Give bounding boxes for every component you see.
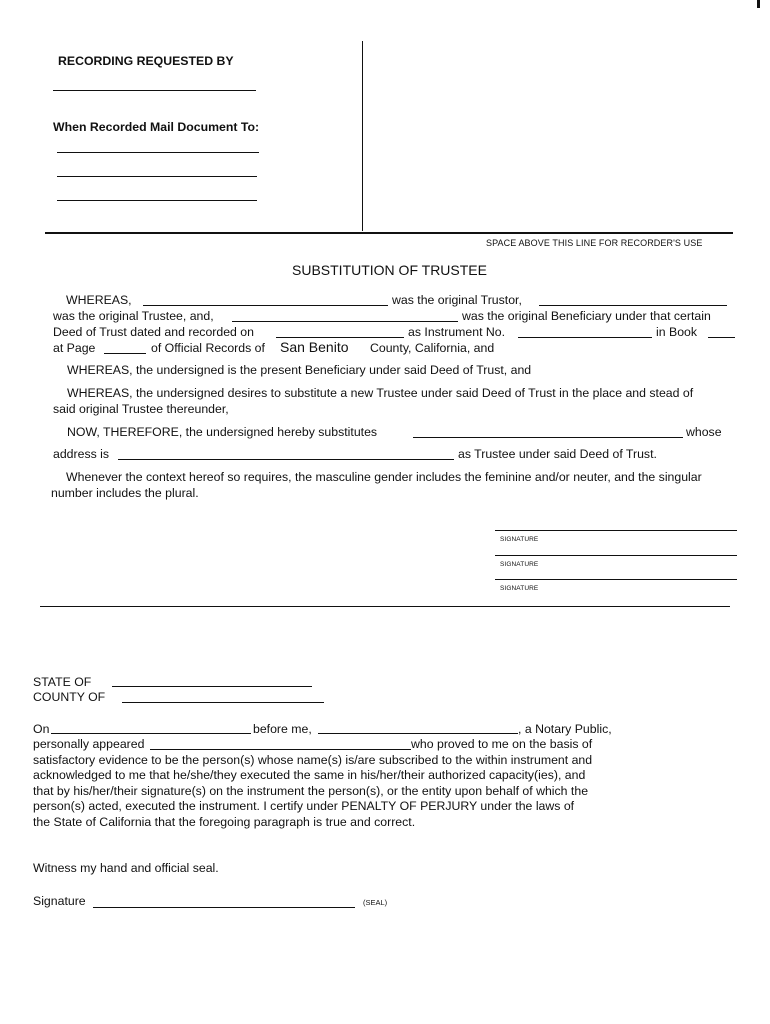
- notary-line-6: person(s) acted, executed the instrument. I certify under PENALTY OF PERJURY under the laws of: [33, 799, 575, 813]
- trustee-under-deed-text: as Trustee under said Deed of Trust.: [458, 447, 657, 461]
- header-vertical-divider: [362, 41, 363, 231]
- mail-to-field-2[interactable]: [57, 176, 257, 177]
- deed-date-field[interactable]: [276, 337, 404, 338]
- appeared-field[interactable]: [150, 749, 411, 750]
- new-trustee-field[interactable]: [413, 437, 683, 438]
- instrument-no-text: as Instrument No.: [408, 325, 506, 339]
- official-records-text: of Official Records of: [151, 341, 265, 355]
- mail-to-label: When Recorded Mail Document To:: [53, 120, 260, 134]
- notary-public-label: , a Notary Public,: [518, 722, 612, 736]
- trustee-field[interactable]: [232, 321, 458, 322]
- notary-line-4: acknowledged to me that he/she/they executed the same in his/her/their authorized capacity(ies), and: [33, 768, 586, 782]
- in-book-text: in Book: [656, 325, 698, 339]
- state-field[interactable]: [112, 686, 312, 687]
- county-value[interactable]: San Benito: [280, 339, 349, 355]
- signature-line-2[interactable]: [495, 555, 737, 556]
- now-therefore-text: NOW, THEREFORE, the undersigned hereby substitutes: [67, 425, 378, 439]
- on-label: On: [33, 722, 50, 736]
- notary-date-field[interactable]: [51, 733, 251, 734]
- signature-line-1[interactable]: [495, 530, 737, 531]
- notary-signature-label: Signature: [33, 894, 86, 908]
- original-trustee-text: was the original Trustee, and,: [53, 309, 214, 323]
- who-proved-text: who proved to me on the basis of: [411, 737, 593, 751]
- address-is-text: address is: [53, 447, 110, 461]
- present-beneficiary-text: WHEREAS, the undersigned is the present Beneficiary under said Deed of Trust, and: [67, 363, 532, 377]
- mail-to-field-3[interactable]: [57, 200, 257, 201]
- recorder-use-rule: [45, 232, 733, 234]
- substitute-text-line2: said original Trustee thereunder,: [53, 402, 229, 416]
- recording-requested-label: RECORDING REQUESTED BY: [58, 54, 234, 68]
- before-me-label: before me,: [253, 722, 312, 736]
- address-field[interactable]: [118, 459, 454, 460]
- notary-line-3: satisfactory evidence to be the person(s) whose name(s) is/are subscribed to the within instrument and: [33, 753, 593, 767]
- instrument-no-field[interactable]: [518, 337, 652, 338]
- signature-line-3[interactable]: [495, 579, 737, 580]
- state-of-label: STATE OF: [33, 675, 92, 689]
- document-title: SUBSTITUTION OF TRUSTEE: [292, 262, 487, 278]
- space-above-label: SPACE ABOVE THIS LINE FOR RECORDER'S USE: [486, 238, 703, 248]
- original-trustor-text: was the original Trustor,: [392, 293, 522, 307]
- context-text-line2: number includes the plural.: [51, 486, 199, 500]
- at-page-text: at Page: [53, 341, 96, 355]
- signature-label-2: SIGNATURE: [500, 561, 539, 568]
- book-field[interactable]: [708, 337, 735, 338]
- county-field[interactable]: [122, 702, 324, 703]
- county-suffix-text: County, California, and: [370, 341, 495, 355]
- signature-label-1: SIGNATURE: [500, 536, 539, 543]
- signature-label-3: SIGNATURE: [500, 585, 539, 592]
- trustor-field[interactable]: [143, 305, 388, 306]
- notary-name-field[interactable]: [318, 733, 518, 734]
- original-beneficiary-text: was the original Beneficiary under that certain: [462, 309, 711, 323]
- notary-section-divider: [40, 606, 730, 607]
- mail-to-field-1[interactable]: [57, 152, 259, 153]
- corner-mark: [757, 0, 760, 8]
- notary-signature-field[interactable]: [93, 907, 355, 908]
- county-of-label: COUNTY OF: [33, 690, 106, 704]
- notary-line-5: that by his/her/their signature(s) on the instrument the person(s), or the entity upon behalf of which the: [33, 784, 589, 798]
- whose-text: whose: [686, 425, 722, 439]
- page-field[interactable]: [104, 353, 146, 354]
- witness-text: Witness my hand and official seal.: [33, 861, 219, 875]
- seal-label: (SEAL): [363, 898, 388, 907]
- whereas-1: WHEREAS,: [66, 293, 132, 307]
- recording-requested-field[interactable]: [53, 90, 256, 91]
- trustor-field-2[interactable]: [539, 305, 727, 306]
- context-text-line1: Whenever the context hereof so requires, the masculine gender includes the feminine and/or neuter, and the singular: [66, 470, 702, 484]
- deed-dated-text: Deed of Trust dated and recorded on: [53, 325, 254, 339]
- personally-appeared-label: personally appeared: [33, 737, 145, 751]
- notary-line-7: the State of California that the foregoing paragraph is true and correct.: [33, 815, 416, 829]
- substitute-text-line1: WHEREAS, the undersigned desires to substitute a new Trustee under said Deed of Trust in the place and stead of: [67, 386, 694, 400]
